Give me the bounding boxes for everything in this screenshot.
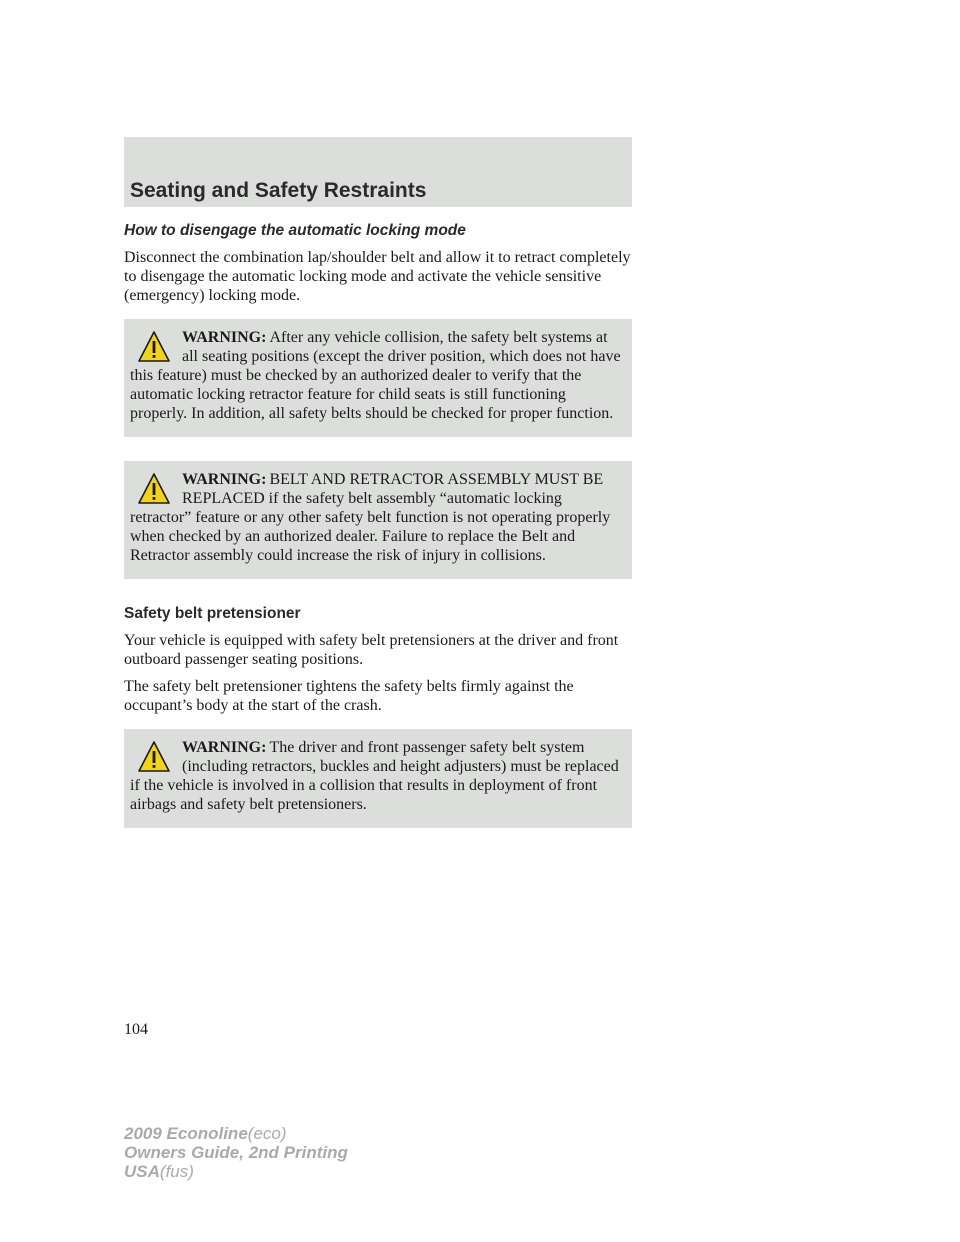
section-title: Seating and Safety Restraints <box>130 179 427 202</box>
page-number: 104 <box>124 1021 148 1038</box>
subheading-pretensioner: Safety belt pretensioner <box>124 605 301 622</box>
footer-market-code: (fus) <box>159 1162 194 1181</box>
warning-triangle-icon <box>138 472 170 506</box>
warning-box-1 <box>124 319 632 437</box>
warning-text: BELT AND RETRACTOR ASSEMBLY MUST BE REPLACED if the safety belt assembly “automatic locking retractor” feature or any other safety belt function is not operating properly when checked by an authorized dealer. Failure to replace the Belt and Retractor assembly could increase the risk of injury in collisions. <box>130 471 611 564</box>
warning-triangle-icon <box>138 330 170 364</box>
footer-line-1 <box>124 1124 348 1143</box>
paragraph-pretensioner-2: The safety belt pretensioner tightens the safety belts firmly against the occupant’s body at the start of the crash. <box>124 678 574 714</box>
section-header-bar <box>124 137 632 207</box>
warning-triangle-icon <box>138 740 170 774</box>
paragraph-disengage: Disconnect the combination lap/shoulder belt and allow it to retract completely to disengage the automatic locking mode and activate the vehicle sensitive (emergency) locking mode. <box>124 249 631 304</box>
warning-label: WARNING: <box>182 329 267 346</box>
warning-label: WARNING: <box>182 471 267 488</box>
footer-line-3 <box>124 1162 348 1181</box>
document-footer <box>124 1124 348 1181</box>
page-content <box>124 222 632 852</box>
warning-text: After any vehicle collision, the safety belt systems at all seating positions (except the driver position, which does not have this feature) must be checked by an authorized dealer to verify that the automatic locking retractor feature for child seats is still functioning properly. In addition, all safety belts should be checked for proper function. <box>130 329 621 422</box>
paragraph-pretensioner-1: Your vehicle is equipped with safety belt pretensioners at the driver and front outboard passenger seating positions. <box>124 632 619 668</box>
warning-text: The driver and front passenger safety belt system (including retractors, buckles and height adjusters) must be replaced if the vehicle is involved in a collision that results in deployment of front airbags and safety belt pretensioners. <box>130 739 619 813</box>
warning-box-2 <box>124 461 632 579</box>
warning-box-3 <box>124 729 632 828</box>
warning-label: WARNING: <box>182 739 267 756</box>
footer-model-code: (eco) <box>247 1124 287 1143</box>
footer-line-2: Owners Guide, 2nd Printing <box>124 1143 348 1162</box>
subheading-disengage: How to disengage the automatic locking mode <box>124 222 466 239</box>
footer-model: 2009 Econoline <box>124 1124 248 1143</box>
footer-market: USA <box>124 1162 160 1181</box>
